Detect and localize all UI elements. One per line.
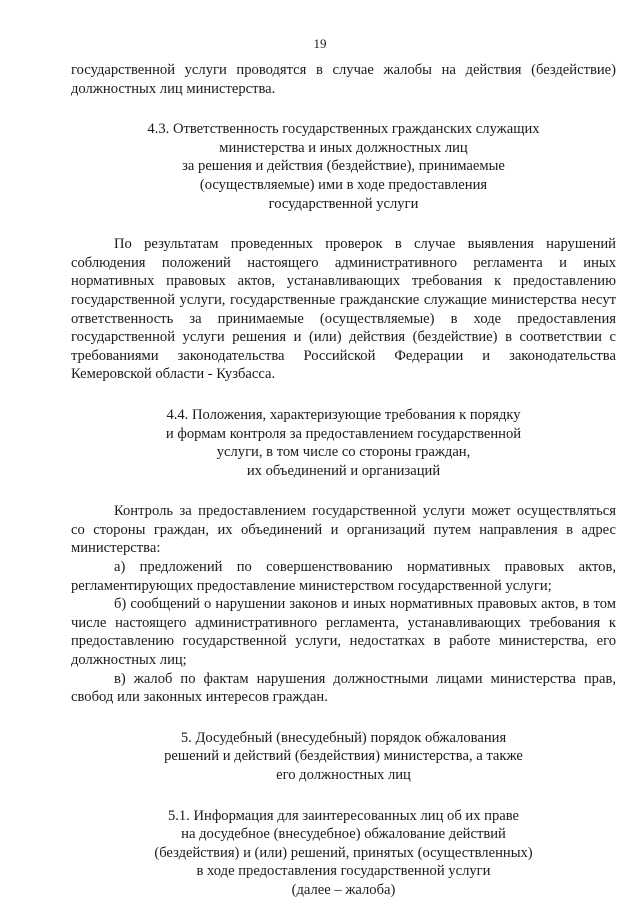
section-heading-5-1 xyxy=(71,807,616,900)
heading-line: их объединений и организаций xyxy=(246,462,441,479)
list-item-b: б) сообщений о нарушении законов и иных нормативных правовых актов, в том числе настоящего административного регламента, устанавливающих требования к предоставлению государственной услуги, недостатках в работе министерства, его должностных лиц; xyxy=(71,596,616,669)
heading-line: в ходе предоставления государственной услуги xyxy=(196,863,491,880)
heading-line: 5. Досудебный (внесудебный) порядок обжалования xyxy=(180,729,507,746)
section-heading-4-4 xyxy=(71,406,616,480)
heading-line: 4.3. Ответственность государственных гражданских служащих xyxy=(147,121,540,138)
heading-line: (осуществляемые) ими в ходе предоставления xyxy=(199,176,488,193)
heading-line: государственной услуги xyxy=(268,195,419,212)
page-content xyxy=(71,61,616,900)
heading-line: 4.4. Положения, характеризующие требования к порядку xyxy=(166,406,521,423)
paragraph-4-4-intro: Контроль за предоставлением государственной услуги может осуществляться со стороны граждан, их объединений и организаций путем направления в адрес министерства: xyxy=(71,503,616,557)
heading-line: и формам контроля за предоставлением государственной xyxy=(165,425,522,442)
heading-line: его должностных лиц xyxy=(276,767,411,783)
heading-line: министерства и иных должностных лиц xyxy=(219,139,468,156)
paragraph-4-3: По результатам проведенных проверок в случае выявления нарушений соблюдения положений настоящего административного регламента и иных нормативных правовых актов, устанавливающих требования к предоставлению государственной услуги, государственные гражданские служащие министерства несут ответственность за принимаемые (осуществляемые) в ходе предоставления государственной услуги решения и (или) действия (бездействие) в соответствии с требованиями законодательства Российской Федерации и законодательства Кемеровской области - Кузбасса. xyxy=(71,236,616,383)
heading-line: на досудебное (внесудебное) обжалование действий xyxy=(181,826,506,843)
continuation-paragraph: государственной услуги проводятся в случае жалобы на действия (бездействие) должностных лиц министерства. xyxy=(71,62,616,97)
heading-line: за решения и действия (бездействие), принимаемые xyxy=(182,158,505,175)
heading-line: (далее – жалоба) xyxy=(291,881,396,898)
heading-line: решений и действий (бездействия) министерства, а также xyxy=(164,748,523,765)
heading-line: услуги, в том числе со стороны граждан, xyxy=(216,444,471,461)
section-heading-4-3 xyxy=(71,120,616,213)
list-item-c: в) жалоб по фактам нарушения должностными лицами министерства прав, свобод или законных интересов граждан. xyxy=(71,670,616,706)
page-number: 19 xyxy=(313,36,327,51)
heading-line: (бездействия) и (или) решений, принятых (осуществленных) xyxy=(154,844,533,861)
heading-line: 5.1. Информация для заинтересованных лиц об их праве xyxy=(167,807,520,824)
list-item-a: а) предложений по совершенствованию нормативных правовых актов, регламентирующих предоставление министерством государственной услуги; xyxy=(71,559,616,594)
section-heading-5 xyxy=(71,729,616,785)
